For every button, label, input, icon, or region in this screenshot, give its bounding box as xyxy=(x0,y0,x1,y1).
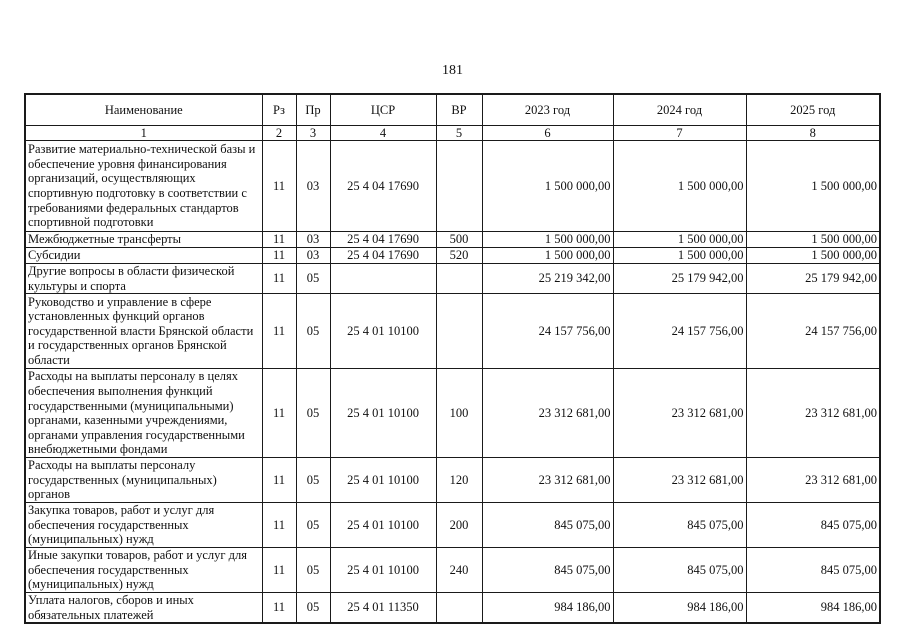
table-row xyxy=(25,458,880,503)
table-row xyxy=(25,294,880,369)
column-number: 5 xyxy=(436,126,482,141)
row-rz: 11 xyxy=(262,232,296,248)
row-pr: 05 xyxy=(296,503,330,548)
column-number: 6 xyxy=(482,126,613,141)
row-pr: 03 xyxy=(296,141,330,232)
row-2024: 23 312 681,00 xyxy=(613,369,746,458)
row-2024: 845 075,00 xyxy=(613,548,746,593)
table-row xyxy=(25,232,880,248)
row-2024: 984 186,00 xyxy=(613,593,746,624)
header-2024: 2024 год xyxy=(613,94,746,126)
column-number: 3 xyxy=(296,126,330,141)
row-name: Другие вопросы в области физической культуры и спорта xyxy=(25,264,262,294)
column-number: 8 xyxy=(746,126,880,141)
row-rz: 11 xyxy=(262,264,296,294)
row-2025: 1 500 000,00 xyxy=(746,141,880,232)
row-2023: 1 500 000,00 xyxy=(482,232,613,248)
row-vr: 240 xyxy=(436,548,482,593)
row-2024: 845 075,00 xyxy=(613,503,746,548)
row-vr: 120 xyxy=(436,458,482,503)
row-name: Развитие материально-технической базы и обеспечение уровня финансирования организаций, осуществляющих спортивную подготовку в соответствии с требованиями федеральных стандартов спортивной подготовки xyxy=(25,141,262,232)
row-2023: 24 157 756,00 xyxy=(482,294,613,369)
row-rz: 11 xyxy=(262,248,296,264)
row-2024: 23 312 681,00 xyxy=(613,458,746,503)
table-row xyxy=(25,248,880,264)
row-vr xyxy=(436,294,482,369)
column-number: 2 xyxy=(262,126,296,141)
row-pr: 03 xyxy=(296,232,330,248)
row-pr: 05 xyxy=(296,264,330,294)
column-number: 7 xyxy=(613,126,746,141)
row-csr: 25 4 01 11350 xyxy=(330,593,436,624)
row-name: Закупка товаров, работ и услуг для обеспечения государственных (муниципальных) нужд xyxy=(25,503,262,548)
table-body xyxy=(25,141,880,624)
table-row xyxy=(25,369,880,458)
row-pr: 05 xyxy=(296,294,330,369)
header-2023: 2023 год xyxy=(482,94,613,126)
header-row xyxy=(25,94,880,126)
header-csr: ЦСР xyxy=(330,94,436,126)
column-number: 1 xyxy=(25,126,262,141)
row-name: Расходы на выплаты персоналу государственных (муниципальных) органов xyxy=(25,458,262,503)
row-2025: 1 500 000,00 xyxy=(746,232,880,248)
table-row xyxy=(25,264,880,294)
table-row xyxy=(25,593,880,624)
row-rz: 11 xyxy=(262,548,296,593)
header-2025: 2025 год xyxy=(746,94,880,126)
row-2023: 23 312 681,00 xyxy=(482,369,613,458)
row-2024: 1 500 000,00 xyxy=(613,232,746,248)
row-2024: 1 500 000,00 xyxy=(613,141,746,232)
row-2025: 24 157 756,00 xyxy=(746,294,880,369)
row-name: Иные закупки товаров, работ и услуг для обеспечения государственных (муниципальных) нужд xyxy=(25,548,262,593)
row-csr: 25 4 01 10100 xyxy=(330,369,436,458)
row-rz: 11 xyxy=(262,503,296,548)
row-2023: 23 312 681,00 xyxy=(482,458,613,503)
header-rz: Рз xyxy=(262,94,296,126)
row-vr: 200 xyxy=(436,503,482,548)
row-2025: 984 186,00 xyxy=(746,593,880,624)
row-2023: 845 075,00 xyxy=(482,503,613,548)
row-2024: 1 500 000,00 xyxy=(613,248,746,264)
row-vr: 520 xyxy=(436,248,482,264)
row-vr xyxy=(436,593,482,624)
row-rz: 11 xyxy=(262,141,296,232)
row-2023: 25 219 342,00 xyxy=(482,264,613,294)
row-pr: 05 xyxy=(296,458,330,503)
row-csr xyxy=(330,264,436,294)
row-rz: 11 xyxy=(262,294,296,369)
row-name: Субсидии xyxy=(25,248,262,264)
table-row xyxy=(25,548,880,593)
row-rz: 11 xyxy=(262,593,296,624)
row-name: Уплата налогов, сборов и иных обязательных платежей xyxy=(25,593,262,624)
header-vr: ВР xyxy=(436,94,482,126)
row-2023: 984 186,00 xyxy=(482,593,613,624)
row-csr: 25 4 04 17690 xyxy=(330,248,436,264)
row-csr: 25 4 01 10100 xyxy=(330,503,436,548)
header-name: Наименование xyxy=(25,94,262,126)
row-name: Руководство и управление в сфере установленных функций органов государственной власти Брянской области и государственных органов Брянской области xyxy=(25,294,262,369)
row-2023: 845 075,00 xyxy=(482,548,613,593)
row-pr: 05 xyxy=(296,548,330,593)
column-number: 4 xyxy=(330,126,436,141)
row-csr: 25 4 01 10100 xyxy=(330,294,436,369)
row-2023: 1 500 000,00 xyxy=(482,141,613,232)
row-pr: 03 xyxy=(296,248,330,264)
row-2024: 24 157 756,00 xyxy=(613,294,746,369)
row-vr xyxy=(436,264,482,294)
page-number: 181 xyxy=(442,63,463,78)
row-2025: 845 075,00 xyxy=(746,548,880,593)
table-row xyxy=(25,503,880,548)
row-vr: 500 xyxy=(436,232,482,248)
row-vr xyxy=(436,141,482,232)
table-row xyxy=(25,141,880,232)
row-csr: 25 4 01 10100 xyxy=(330,458,436,503)
row-rz: 11 xyxy=(262,458,296,503)
row-pr: 05 xyxy=(296,369,330,458)
column-number-row xyxy=(25,126,880,141)
row-2025: 845 075,00 xyxy=(746,503,880,548)
row-name: Расходы на выплаты персоналу в целях обеспечения выполнения функций государственными (муниципальными) органами, казенными учреждениями, органами управления государственными внебюджетными фондами xyxy=(25,369,262,458)
row-2025: 1 500 000,00 xyxy=(746,248,880,264)
row-csr: 25 4 01 10100 xyxy=(330,548,436,593)
header-pr: Пр xyxy=(296,94,330,126)
row-2025: 23 312 681,00 xyxy=(746,369,880,458)
row-vr: 100 xyxy=(436,369,482,458)
row-2023: 1 500 000,00 xyxy=(482,248,613,264)
row-2025: 23 312 681,00 xyxy=(746,458,880,503)
row-csr: 25 4 04 17690 xyxy=(330,232,436,248)
row-2025: 25 179 942,00 xyxy=(746,264,880,294)
row-pr: 05 xyxy=(296,593,330,624)
row-csr: 25 4 04 17690 xyxy=(330,141,436,232)
row-rz: 11 xyxy=(262,369,296,458)
row-2024: 25 179 942,00 xyxy=(613,264,746,294)
row-name: Межбюджетные трансферты xyxy=(25,232,262,248)
budget-table xyxy=(24,93,881,624)
